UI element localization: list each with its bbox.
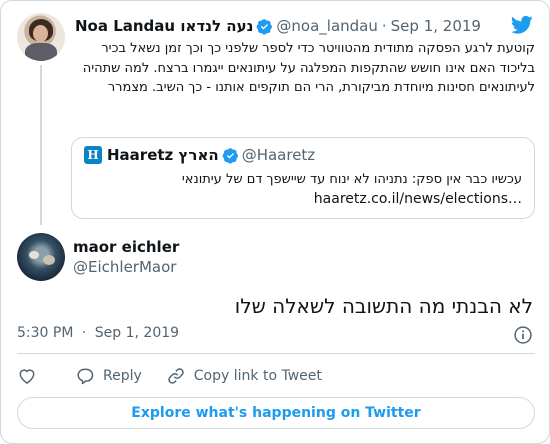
tweet-time: 5:30 PM xyxy=(17,325,74,341)
haaretz-logo: H xyxy=(84,146,102,164)
quoted-tweet-link[interactable]: haaretz.co.il/news/elections… xyxy=(313,191,522,207)
copy-link-label: Copy link to Tweet xyxy=(193,368,322,384)
parent-tweet-header xyxy=(75,16,481,36)
actions-divider xyxy=(17,353,535,354)
reply-icon xyxy=(75,366,95,386)
timestamp-separator: · xyxy=(81,325,87,341)
thread-connector-line xyxy=(40,65,42,225)
tweet-timestamp[interactable] xyxy=(17,325,179,341)
parent-author-name[interactable]: Noa Landau נעה לנדאו xyxy=(75,17,254,35)
parent-tweet-text: קוטעת לרגע הפסקה מתודית מהטוויטר כדי לספר שלפני כך וכך זמן נשאל בכיר בליכוד האם אינו חושש שהתקפות המפלגה על עיתונאים ייגמרו ברצח. למה שתהיה לעיתונאים חסינות מיוחדת מביקורת, הרי הם תוקפים אותנו - כך השיב. מצמרר xyxy=(82,41,535,95)
info-icon[interactable] xyxy=(513,325,533,345)
verified-badge-icon xyxy=(222,147,239,164)
twitter-bird-icon[interactable] xyxy=(511,15,533,35)
parent-author-avatar[interactable] xyxy=(17,13,65,61)
explore-twitter-button[interactable]: Explore what's happening on Twitter xyxy=(17,397,535,429)
quoted-tweet-text: עכשיו כבר אין ספק: נתניהו לא ינוח עד שיישפך דם של עיתונאי xyxy=(181,172,522,187)
tweet-date: Sep 1, 2019 xyxy=(94,325,180,341)
heart-icon xyxy=(17,366,37,386)
copy-link-button[interactable] xyxy=(166,366,322,386)
reply-author-name[interactable]: maor eichler xyxy=(73,238,180,256)
link-icon xyxy=(166,366,186,386)
quoted-tweet-card[interactable] xyxy=(71,137,535,219)
parent-author-handle[interactable]: @noa_landau xyxy=(276,17,378,35)
header-separator: · xyxy=(381,17,387,35)
tweet-actions-bar xyxy=(17,365,346,387)
reply-button[interactable] xyxy=(75,366,142,386)
quoted-author-name: Haaretz הארץ xyxy=(107,146,219,164)
parent-tweet-date[interactable]: Sep 1, 2019 xyxy=(390,17,481,35)
reply-tweet-text: לא הבנתי מה התשובה לשאלה שלו xyxy=(234,294,533,318)
reply-author-avatar[interactable] xyxy=(17,233,65,281)
like-button[interactable] xyxy=(17,366,45,386)
verified-badge-icon xyxy=(256,18,273,35)
reply-label: Reply xyxy=(103,368,142,384)
quoted-tweet-header xyxy=(84,146,315,164)
quoted-author-handle: @Haaretz xyxy=(241,146,316,164)
reply-author-handle[interactable]: @EichlerMaor xyxy=(73,258,177,276)
